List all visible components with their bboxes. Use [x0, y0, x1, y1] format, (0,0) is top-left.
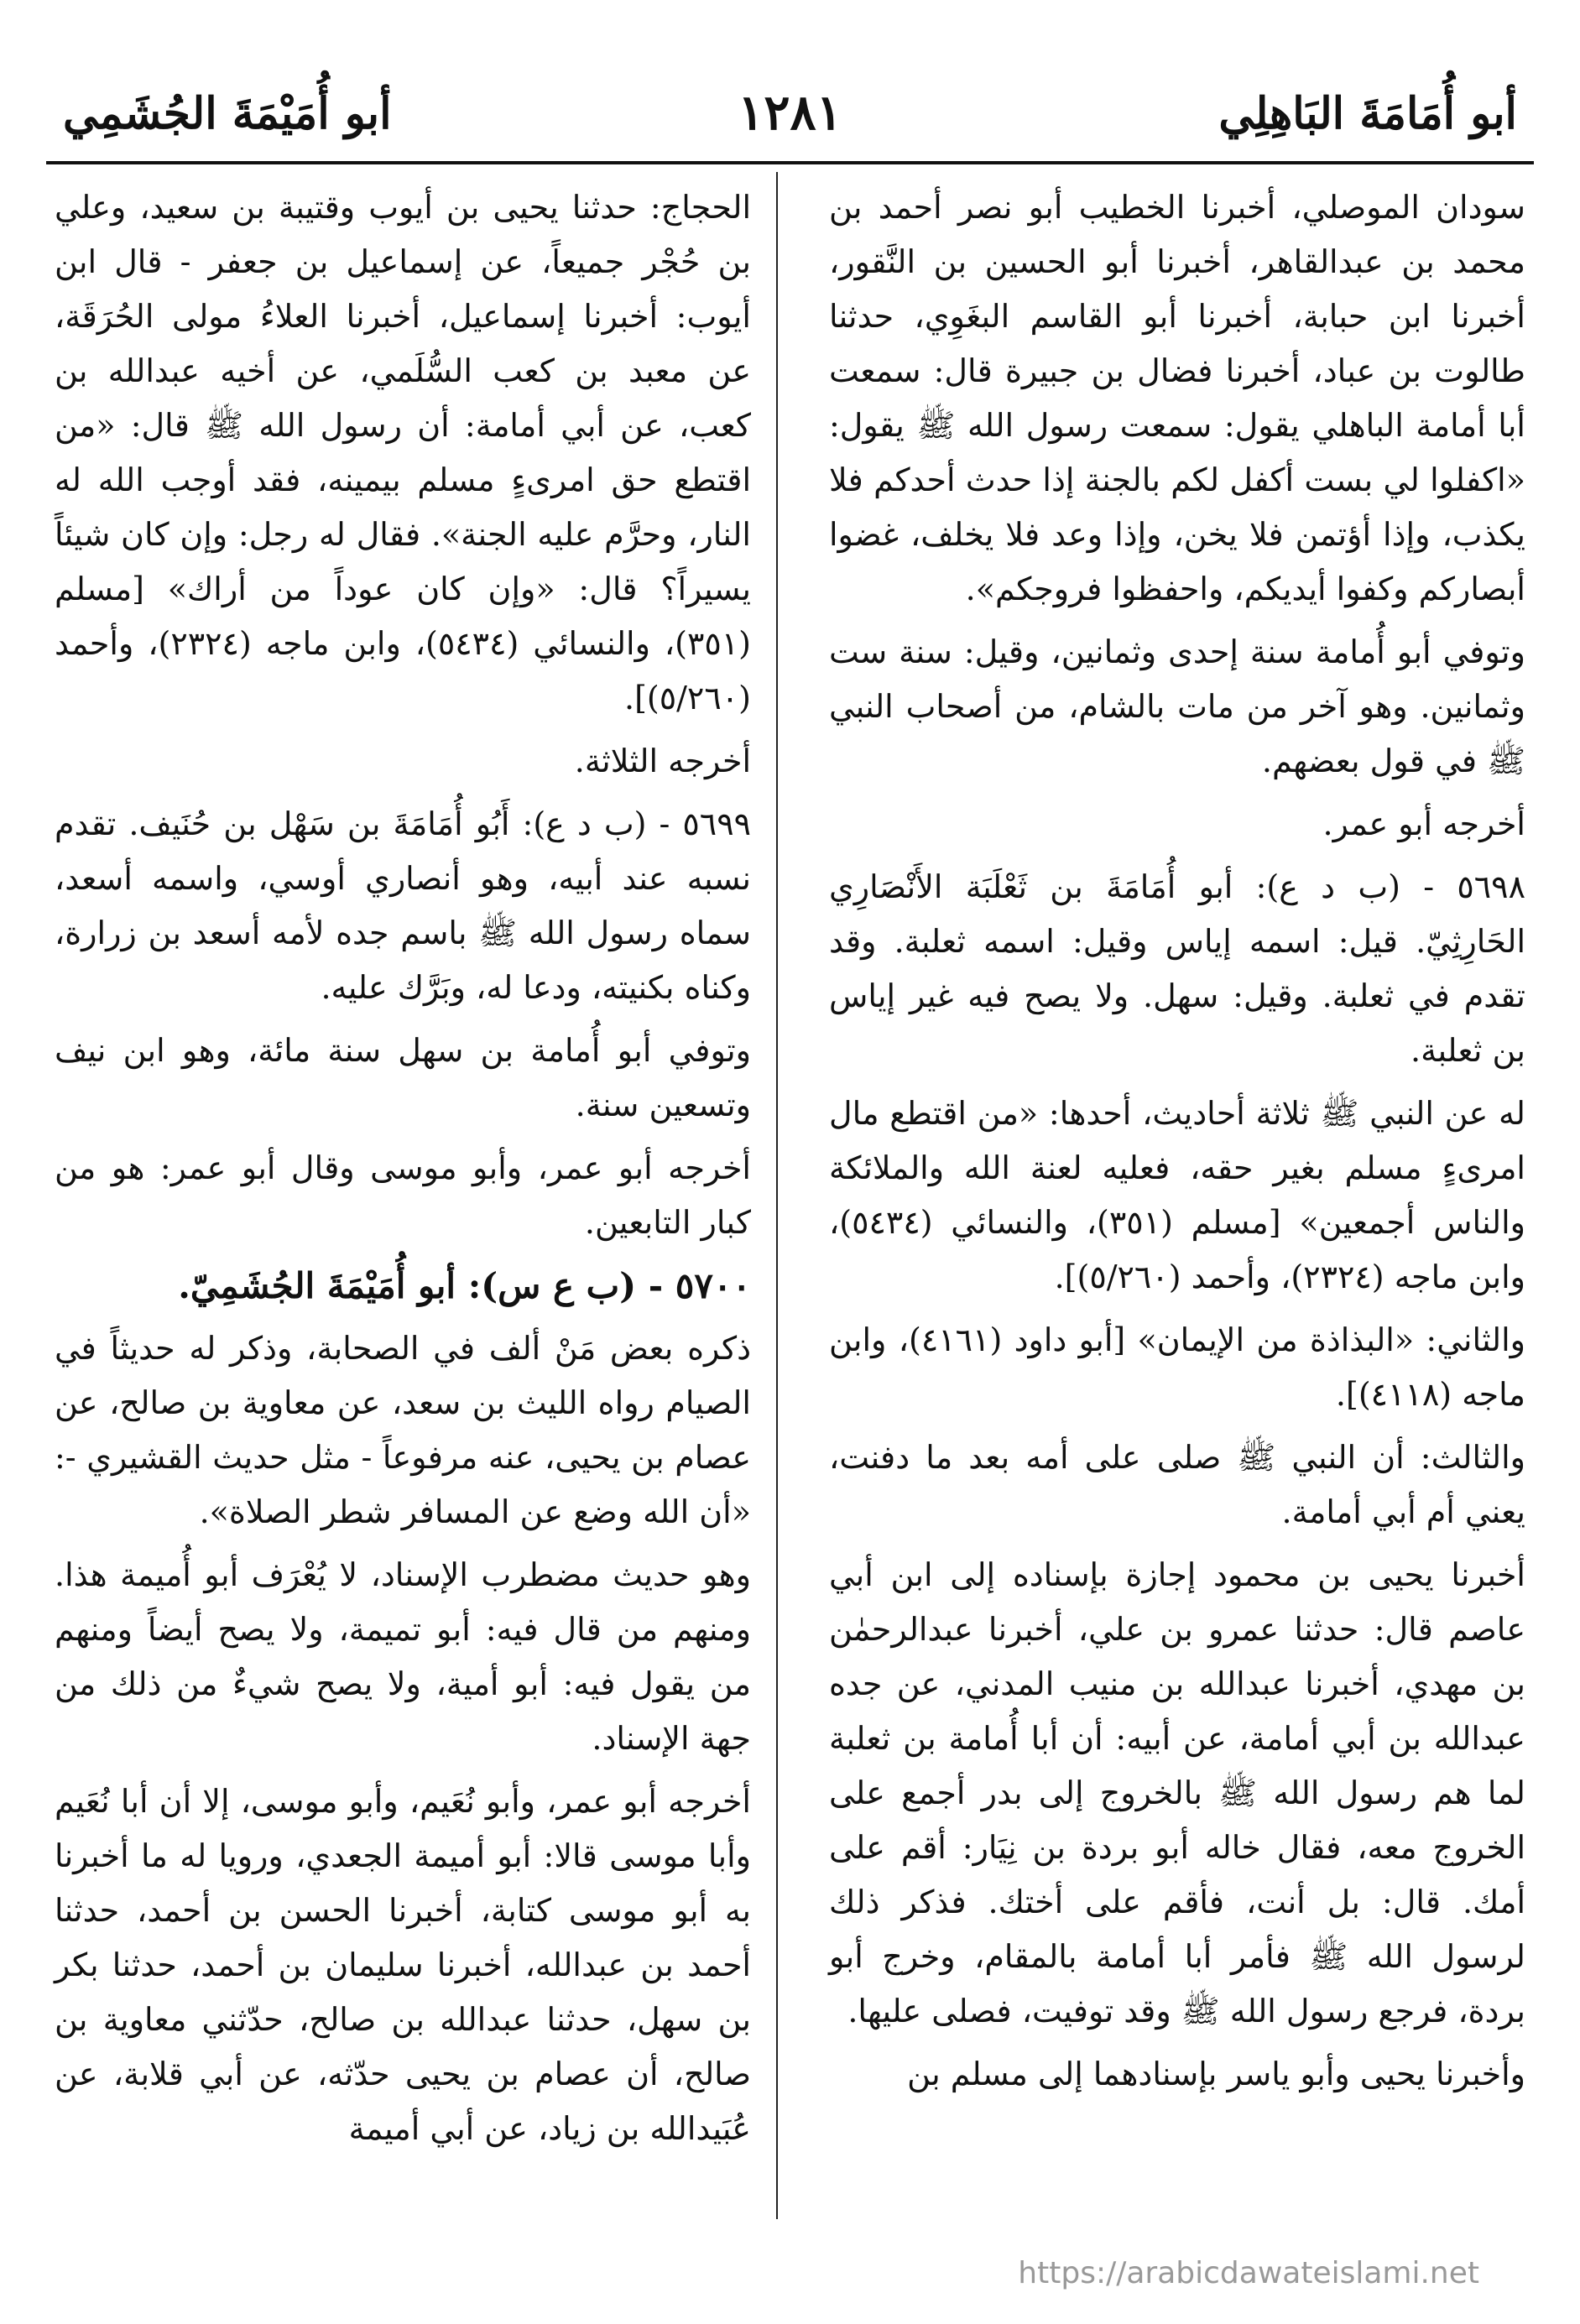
watermark: https://arabicdawateislami.net: [1018, 2256, 1479, 2290]
paragraph: والثالث: أن النبي ﷺ صلى على أمه بعد ما دفنت، يعني أم أبي أمامة.: [829, 1439, 1525, 1530]
paragraph: وأخبرنا يحيى وأبو ياسر بإسنادهما إلى مسلم بن: [907, 2056, 1525, 2092]
right-column: [829, 180, 1525, 2110]
paragraph: له عن النبي ﷺ ثلاثة أحاديث، أحدها: «من اقتطع مال امرىءٍ مسلم بغير حقه، فعليه لعنة الله والملائكة والناس أجمعين» [مسلم (٣٥١)، والنسائي (٥٤٣٤)، وابن ماجه (٢٣٢٤)، وأحمد (٥/٢٦٠)].: [829, 1095, 1525, 1295]
paragraph: وهو حديث مضطرب الإسناد، لا يُعْرَف أبو أُميمة هذا. ومنهم من قال فيه: أبو تميمة، ولا يصح أيضاً ومنهم من يقول فيه: أبو أمية، ولا يصح شيءٌ من ذلك من جهة الإسناد.: [55, 1556, 752, 1757]
paragraph: وتوفي أبو أُمامة سنة إحدى وثمانين، وقيل: سنة ست وثمانين. وهو آخر من مات بالشام، من أصحاب النبي ﷺ في قول بعضهم.: [829, 633, 1525, 779]
entry-5698: ٥٦٩٨ - (ب د ع): أبو أُمَامَةَ بن ثَعْلَبَة الأَنْصَارِي الحَارِثِيّ. قيل: اسمه إياس وقيل: اسمه ثعلبة. وقد تقدم في ثعلبة. وقيل: سهل. ولا يصح فيه غير إياس بن ثعلبة.: [829, 868, 1525, 1069]
page-number: ١٢٨١: [738, 84, 842, 141]
entry-5699: ٥٦٩٩ - (ب د ع): أَبُو أُمَامَةَ بن سَهْل بن حُنَيف. تقدم نسبه عند أبيه، وهو أنصاري أوسي، واسمه أسعد، سماه رسول الله ﷺ باسم جده لأمه أسعد بن زرارة، وكناه بكنيته، ودعا له، وبَرَّك عليه.: [55, 805, 752, 1006]
paragraph: وتوفي أبو أُمامة بن سهل سنة مائة، وهو ابن نيف وتسعين سنة.: [55, 1032, 751, 1123]
running-title-left: أبو أُمَيْمَةَ الجُشَمِي: [63, 88, 392, 139]
paragraph: أخرجه أبو عمر، وأبو موسى وقال أبو عمر: هو من كبار التابعين.: [55, 1149, 751, 1241]
paragraph: أخرجه الثلاثة.: [574, 743, 751, 779]
header-rule: [46, 161, 1534, 164]
paragraph: أخرجه أبو عمر.: [1322, 805, 1525, 842]
page-header: [46, 80, 1534, 155]
paragraph: أخرجه أبو عمر، وأبو نُعَيم، وأبو موسى، إلا أن أبا نُعَيم وأبا موسى قالا: أبو أميمة الجعدي، ورويا له ما أخبرنا به أبو موسى كتابة، أخبرنا الحسن بن أحمد، حدثنا أحمد بن عبدالله، أخبرنا سليمان بن أحمد، حدثنا بكر بن سهل، حدثنا عبدالله بن صالح، حدّثني معاوية بن صالح، أن عصام بن يحيى حدّثه، عن أبي قلابة، عن عُبَيدالله بن زياد، عن أبي أميمة: [55, 1783, 751, 2147]
paragraph: ذكره بعض مَنْ ألف في الصحابة، وذكر له حديثاً في الصيام رواه الليث بن سعد، عن معاوية بن صالح، عن عصام بن يحيى، عنه مرفوعاً - مثل حديث القشيري -: «أن الله وضع عن المسافر شطر الصلاة».: [55, 1330, 751, 1530]
left-column: [55, 180, 751, 2165]
running-title-right: أبو أُمَامَةَ البَاهِلِي: [1218, 88, 1517, 139]
paragraph: أخبرنا يحيى بن محمود إجازة بإسناده إلى ابن أبي عاصم قال: حدثنا عمرو بن علي، أخبرنا عبدالرحمٰن بن مهدي، أخبرنا عبدالله بن منيب المدني، عن جده عبدالله بن أبي أمامة، عن أبيه: أن أبا أُمامة بن ثعلبة لما هم رسول الله ﷺ بالخروج إلى بدر أجمع على الخروج معه، فقال خاله أبو بردة بن نِيَار: أقم على أمك. قال: بل أنت، فأقم على أختك. فذكر ذلك لرسول الله ﷺ فأمر أبا أمامة بالمقام، وخرج أبو بردة، فرجع رسول الله ﷺ وقد توفيت، فصلى عليها.: [829, 1556, 1525, 2030]
paragraph: والثاني: «البذاذة من الإيمان» [أبو داود (٤١٦١)، وابن ماجه (٤١١٨)].: [829, 1321, 1525, 1413]
column-divider: [776, 172, 778, 2219]
paragraph: سودان الموصلي، أخبرنا الخطيب أبو نصر أحمد بن محمد بن عبدالقاهر، أخبرنا أبو الحسين بن النَّقور، أخبرنا ابن حبابة، أخبرنا أبو القاسم البغَوِي، حدثنا طالوت بن عباد، أخبرنا فضال بن جبيرة قال: سمعت أبا أمامة الباهلي يقول: سمعت رسول الله ﷺ يقول: «اكفلوا لي بست أكفل لكم بالجنة إذا حدث أحدكم فلا يكذب، وإذا أؤتمن فلا يخن، وإذا وعد فلا يخلف، غضوا أبصاركم وكفوا أيديكم، واحفظوا فروجكم».: [829, 189, 1525, 607]
paragraph: الحجاج: حدثنا يحيى بن أيوب وقتيبة بن سعيد، وعلي بن حُجْر جميعاً، عن إسماعيل بن جعفر - قال ابن أيوب: أخبرنا إسماعيل، أخبرنا العلاءُ مولى الحُرَقَة، عن معبد بن كعب السُّلَمي، عن أخيه عبدالله بن كعب، عن أبي أمامة: أن رسول الله ﷺ قال: «من اقتطع حق امرىءٍ مسلم بيمينه، فقد أوجب الله له النار، وحرَّم عليه الجنة». فقال له رجل: وإن كان شيئاً يسيراً؟ قال: «وإن كان عوداً من أراك» [مسلم (٣٥١)، والنسائي (٥٤٣٤)، وابن ماجه (٢٣٢٤)، وأحمد (٥/٢٦٠)].: [55, 189, 751, 716]
entry-5700: ٥٧٠٠ - (ب ع س): أبو أُمَيْمَةَ الجُشَمِيّ.: [178, 1265, 751, 1306]
